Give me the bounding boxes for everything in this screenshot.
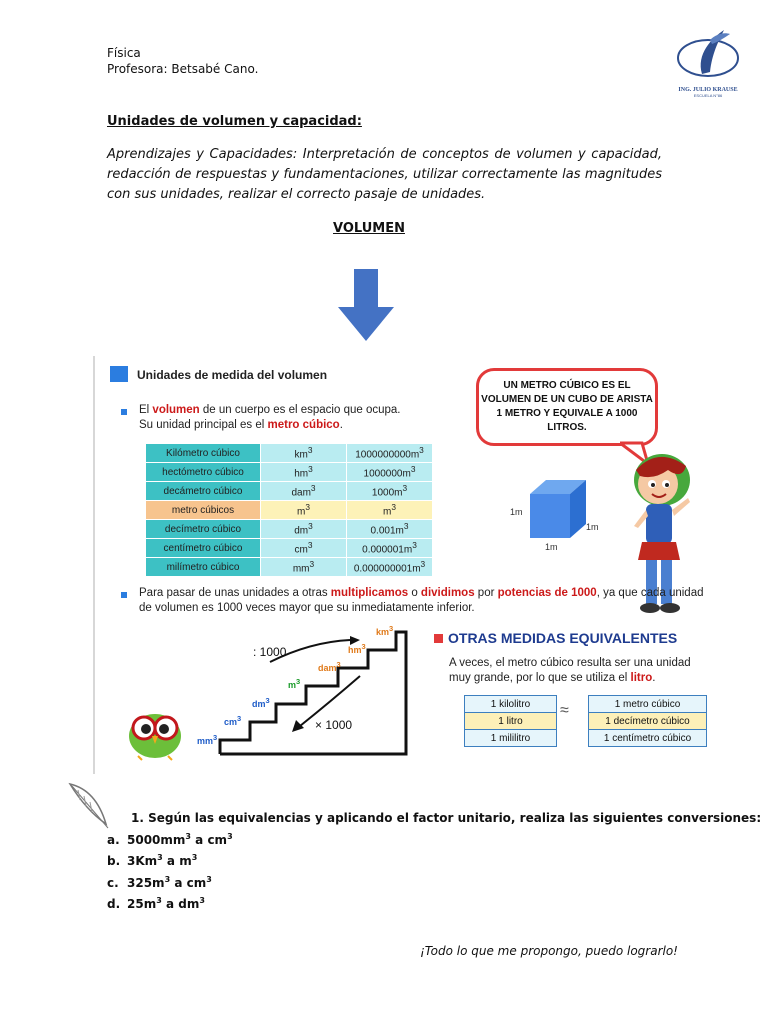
panel-title: Unidades de medida del volumen: [137, 368, 328, 382]
owl-icon: [124, 706, 186, 762]
table-row: [146, 558, 433, 577]
unit-name: decímetro cúbico: [146, 520, 261, 539]
table-row: [465, 730, 557, 747]
units-table: [145, 443, 433, 577]
square-bullet-icon: [434, 634, 443, 643]
volume-definition: [139, 403, 429, 433]
school-logo: [672, 24, 744, 98]
unit-name: hectómetro cúbico: [146, 463, 261, 482]
approx-symbol: ≈: [560, 702, 569, 719]
table-row: [146, 501, 433, 520]
equiv-left-cell: 1 litro: [465, 713, 557, 730]
cube-width-label: 1m: [545, 542, 558, 552]
unit-symbol: $cm^3$: [261, 539, 347, 558]
exercise-item: a. $5000mm^3$ a $cm^3$: [107, 831, 233, 847]
unit-equiv: $0.001m^3$: [347, 520, 433, 539]
def-highlight: volumen: [152, 404, 200, 416]
equiv-right-table: [588, 695, 707, 747]
def-text: de un cuerpo es el espacio que ocupa.: [199, 404, 401, 416]
equiv-left-table: [464, 695, 557, 747]
motto: ¡Todo lo que me propongo, puedo lograrlo!: [420, 944, 678, 958]
table-row: [146, 539, 433, 558]
unit-name: decámetro cúbico: [146, 482, 261, 501]
step-mm3: $mm^3$: [197, 733, 218, 746]
unit-symbol: $hm^3$: [261, 463, 347, 482]
step-m3: $m^3$: [288, 677, 301, 690]
rule-highlight: multiplicamos: [330, 587, 409, 599]
other-highlight: litro: [630, 672, 653, 684]
table-row: [589, 696, 707, 713]
rule-text: o: [408, 587, 421, 599]
def-highlight: metro cúbico: [267, 419, 340, 431]
equiv-right-cell: 1 metro cúbico: [589, 696, 707, 713]
exercise-item: b. 3Km$^3$ a $m^3$: [107, 853, 198, 868]
rule-text: , ya que cada unidad de volumen es 1000 veces mayor que su inmediatamente inferior.: [139, 587, 704, 614]
cube-height-label: 1m: [510, 507, 523, 517]
table-row: [146, 482, 433, 501]
unit-name: milímetro cúbico: [146, 558, 261, 577]
step-hm3: $hm^3$: [348, 642, 366, 655]
logo-text: ING. JULIO KRAUSE: [678, 87, 738, 93]
step-km3: $km^3$: [376, 624, 394, 637]
unit-name: centímetro cúbico: [146, 539, 261, 558]
def-text: El: [139, 404, 153, 416]
logo-subtext: ESCUELA N°86: [693, 93, 723, 98]
bullet-icon: [121, 409, 127, 415]
speech-bubble: UN METRO CÚBICO ES EL VOLUMEN DE UN CUBO DE ARISTA 1 METRO Y EQUIVALE A 1000 LITROS.: [476, 368, 658, 446]
down-arrow-icon: [338, 269, 394, 341]
unit-equiv: $1000m^3$: [347, 482, 433, 501]
def-text: .: [339, 419, 343, 431]
unit-symbol: $m^3$: [261, 501, 347, 520]
table-row: [146, 463, 433, 482]
unit-symbol: $mm^3$: [261, 558, 347, 577]
unit-equiv: $1000000m^3$: [347, 463, 433, 482]
section-title: Unidades de volumen y capacidad:: [107, 114, 362, 129]
cube-icon: [520, 478, 602, 548]
divide-label: : 1000: [253, 645, 287, 659]
step-dam3: dam$^3$: [318, 660, 341, 673]
unit-name: Kilómetro cúbico: [146, 444, 261, 463]
table-row: [589, 730, 707, 747]
table-row: [146, 520, 433, 539]
exercise-question: 1. Según las equivalencias y aplicando el factor unitario, realiza las siguientes conversiones:: [131, 811, 762, 825]
rule-highlight: potencias de 1000: [497, 587, 597, 599]
table-row: [589, 713, 707, 730]
other-measures-title: OTRAS MEDIDAS EQUIVALENTES: [448, 630, 678, 646]
rule-highlight: dividimos: [420, 587, 475, 599]
rule-text: Para pasar de unas unidades a otras: [139, 587, 331, 599]
unit-equiv: $m^3$: [347, 501, 433, 520]
unit-symbol: $dm^3$: [261, 520, 347, 539]
equiv-right-cell: 1 centímetro cúbico: [589, 730, 707, 747]
bullet-icon: [121, 592, 127, 598]
multiply-label: × 1000: [315, 718, 353, 732]
exercise-item: d. $25m^3$ a $dm^3$: [107, 896, 205, 911]
other-text: .: [652, 672, 656, 684]
other-measures-text: [449, 656, 711, 686]
table-row: [465, 696, 557, 713]
table-row: [465, 713, 557, 730]
subject-label: Física: [107, 46, 141, 60]
unit-equiv: $0.000001m^3$: [347, 539, 433, 558]
unit-symbol: $km^3$: [261, 444, 347, 463]
teacher-label: Profesora: Betsabé Cano.: [107, 62, 259, 76]
exercise-item: c. $325m^3$ a $cm^3$: [107, 874, 212, 890]
unit-equiv: $1000000000m^3$: [347, 444, 433, 463]
other-text: A veces, el metro cúbico resulta ser una unidad muy grande, por lo que se utiliza el: [449, 657, 691, 684]
equiv-left-cell: 1 kilolitro: [465, 696, 557, 713]
conversion-rule: [139, 586, 709, 616]
cube-depth-label: 1m: [586, 522, 599, 532]
intro-paragraph: Aprendizajes y Capacidades: Interpretación de conceptos de volumen y capacidad, redacción de respuestas y fundamentaciones, utilizar correctamente las magnitudes con sus unidades, realizar el correcto pasaje de unidades.: [107, 147, 662, 202]
title-square-icon: [110, 366, 128, 382]
unit-symbol: dam$^3$: [261, 482, 347, 501]
volumen-title: VOLUMEN: [333, 221, 405, 236]
feather-icon: [66, 780, 112, 830]
exercise-block: [107, 810, 761, 914]
stairs-diagram: [210, 622, 415, 762]
document-header: [107, 45, 258, 77]
equiv-left-cell: 1 mililitro: [465, 730, 557, 747]
rule-text: por: [474, 587, 498, 599]
unit-equiv: $0.000000001m^3$: [347, 558, 433, 577]
step-dm3: $dm^3$: [252, 696, 270, 709]
equiv-right-cell: 1 decímetro cúbico: [589, 713, 707, 730]
def-text: Su unidad principal es el: [139, 419, 268, 431]
table-row: [146, 444, 433, 463]
step-cm3: $cm^3$: [224, 714, 242, 727]
unit-name: metro cúbicos: [146, 501, 261, 520]
